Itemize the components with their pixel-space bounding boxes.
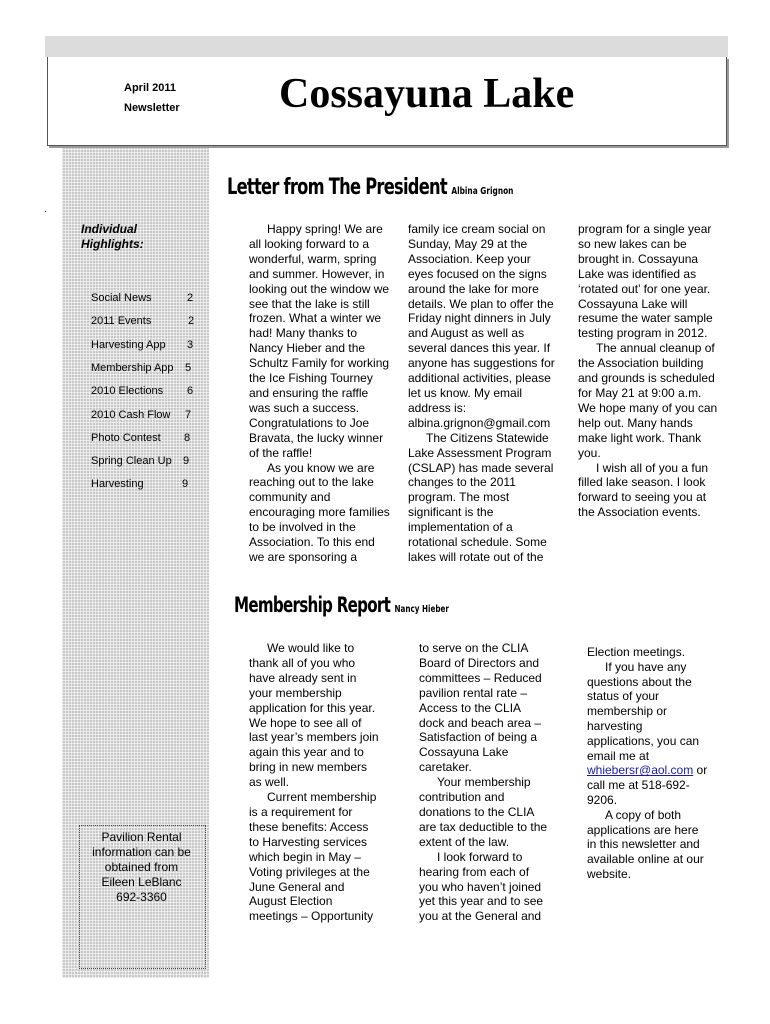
text-line: encouraging more families [249,505,390,520]
text-line: I look forward to [437,849,523,864]
text-line: as well. [249,775,290,790]
text-line: additional activities, please [408,371,551,386]
text-line: (CSLAP) has made several [408,460,554,475]
issue-label: Newsletter [124,102,180,114]
text-line: program for a single year [578,222,712,236]
text-line: see that the lake is still [249,296,370,311]
text-line: lakes will rotate out of the [408,549,544,564]
text-line: filled lake season. I look [578,475,706,490]
text-line: the Association events. [578,505,701,520]
text-line: Election meetings. [587,645,686,659]
text-line: family ice cream social on [408,222,546,236]
text-line: Sunday, May 29 at the [408,236,528,251]
text-line: Your membership [437,775,531,790]
highlight-page-number: 2 [188,315,195,328]
text-line: committees – Reduced [419,670,542,685]
issue-month: April 2011 [124,82,176,94]
highlight-item [91,454,190,468]
president-letter-author: Albina Grignon [451,186,514,197]
membership-report-column-1 [249,641,379,924]
text-line: Congratulations to Joe [249,415,370,430]
text-line: Association. Keep your [408,251,531,266]
highlight-page-number: 9 [182,478,189,491]
text-line: meetings – Opportunity [249,909,374,924]
membership-report-author: Nancy Hieber [394,604,449,615]
text-line: looking out the window we [249,281,390,296]
text-line: program. The most [408,490,510,505]
highlight-label: Harvesting [91,478,144,491]
text-line: Nancy Hieber and the [249,341,366,356]
president-letter-heading [227,175,513,200]
text-line: so new lakes can be [578,236,687,251]
text-line: harvesting [587,718,643,733]
text-line: and ensuring the raffle [249,385,369,400]
text-line: was such a success. [249,400,360,415]
membership-report-title: Membership Report [234,593,391,617]
text-line: are tax deductible to the [419,819,548,834]
pavilion-line: Eileen LeBlanc [101,875,182,889]
text-line: wonderful, warm, spring [249,251,377,266]
text-line: had! Many thanks to [249,326,358,341]
highlight-item [91,408,192,422]
text-line: thank all of you who [249,655,356,670]
text-line: all looking forward to a [249,236,370,251]
text-line: questions about the [587,674,692,689]
text-line: address is: [408,400,467,415]
text-line: you at the General and [419,909,542,924]
highlight-label: 2010 Elections [91,385,164,398]
highlight-item [91,384,194,398]
highlight-page-number: 6 [187,385,194,398]
highlight-page-number: 9 [183,455,190,468]
text-line: around the lake for more [408,281,539,296]
text-line: Association. To this end [249,535,375,550]
text-line: Bravata, the lucky winner [249,430,384,445]
pavilion-line: information can be [92,845,191,859]
highlight-page-number: 8 [184,431,191,444]
highlight-item [91,291,194,305]
president-letter-column-3 [578,222,717,520]
text-line: Board of Directors and [419,655,540,670]
email-line: whiebersr@aol.com or [587,763,708,778]
highlight-item [91,338,194,352]
text-line: Friday night dinners in July [408,311,551,326]
text-line: resume the water sample [578,311,713,326]
text-line: details. We plan to offer the [408,296,554,311]
highlight-page-number: 5 [185,361,192,374]
pavilion-line: 692-3360 [116,890,167,904]
text-line: caretaker. [419,760,472,775]
text-line: and August as well as [408,326,525,341]
email-link[interactable]: whiebersr@aol.com [587,763,694,778]
text-line: albina.grignon@gmail.com [408,415,551,430]
text-line: we are sponsoring a [249,549,358,564]
text-line: implementation of a [408,520,513,535]
highlight-page-number: 7 [185,408,192,421]
text-line: eyes focused on the signs [408,266,547,281]
text-line: available online at our [587,852,704,867]
text-line: Cossayuna Lake will [578,296,688,311]
text-line: the Ice Fishing Tourney [249,371,373,386]
text-line: frozen. What a winter we [249,311,382,326]
text-line: applications are here [587,822,699,837]
text-line: August Election [249,894,333,909]
text-line: have already sent in [249,670,357,685]
text-line: Schultz Family for working [249,356,390,371]
text-line: you. [578,445,601,460]
text-line: dock and beach area – [419,715,542,730]
text-line: and grounds is scheduled [578,371,715,386]
text-line: anyone has suggestions for [408,356,555,371]
text-line: June General and [249,879,345,894]
highlight-label: Membership App [91,361,174,374]
text-line: community and [249,490,331,505]
text-line: of the raffle! [249,445,313,460]
text-line: yet this year and to see [419,894,544,909]
text-line: Cossayuna Lake [419,745,509,760]
text-line: call me at 518-692- [587,778,690,793]
text-line: Current membership [267,790,377,805]
highlight-item [91,477,189,491]
text-line: extent of the law. [419,834,510,849]
text-line: As you know we are [267,460,375,475]
text-line: Happy spring! We are [267,222,383,236]
highlight-label: Photo Contest [91,431,161,444]
pavilion-line: obtained from [104,860,179,874]
highlight-label: Spring Clean Up [91,455,172,468]
text-line: several dances this year. If [408,341,551,356]
highlight-label: Social News [91,292,152,304]
highlight-item [91,314,195,328]
highlights-heading [81,222,191,252]
text-line: We hope many of you can [578,400,718,415]
membership-report-column-3 [587,645,707,882]
text-line: donations to the CLIA [419,804,535,819]
text-line: bring in new members [249,760,368,775]
text-line: in this newsletter and [587,837,700,852]
highlight-label: 2010 Cash Flow [91,408,171,421]
text-line: ‘rotated out’ for one year. [578,281,711,296]
text-line: If you have any [605,659,687,674]
president-letter-column-2 [408,222,555,565]
text-line: and summer. However, in [249,266,385,281]
text-line: pavilion rental rate – [419,685,528,700]
text-line: rotational schedule. Some [408,535,547,550]
text-line: these benefits: Access [249,819,369,834]
text-line: the Association building [578,356,704,371]
highlight-page-number: 3 [187,338,194,351]
text-line: help out. Many hands [578,415,693,430]
pavilion-line: Pavilion Rental [101,830,182,844]
text-line: let us know. My email [408,385,523,400]
text-line: hearing from each of [419,864,530,879]
text-line: The annual cleanup of [596,341,715,356]
membership-report-heading [234,593,449,617]
text-line: changes to the 2011 [408,475,516,490]
text-line: Voting privileges at the [249,864,370,879]
top-band [45,36,728,57]
text-line: which begin in May – [249,849,362,864]
text-line: contribution and [419,790,505,805]
president-letter-column-1 [249,222,390,565]
text-line: to serve on the CLIA [419,641,529,655]
text-line: to be involved in the [249,520,356,535]
text-line: reaching out to the lake [249,475,374,490]
text-line: We would like to [267,641,355,655]
highlight-label: 2011 Events [91,315,152,328]
membership-report-column-2 [419,641,547,924]
text-line: make light work. Thank [578,430,702,445]
issue-date [124,80,180,116]
text-line: I wish all of you a fun [596,460,709,475]
text-line: significant is the [408,505,494,520]
text-line: applications, you can [587,733,700,748]
text-line: to Harvesting services [249,834,368,849]
text-line: We hope to see all of [249,715,362,730]
text-line: Access to the CLIA [419,700,522,715]
text-line: your membership [249,685,342,700]
highlights-heading-line1: Individual [81,222,138,236]
text-line: Lake Assessment Program [408,445,552,460]
highlight-item [91,431,191,445]
highlight-page-number: 2 [187,292,194,304]
highlight-item [91,361,192,375]
highlight-label: Harvesting App [91,338,166,351]
pavilion-rental-info [81,830,202,905]
text-line: membership or [587,704,668,719]
text-line: brought in. Cossayuna [578,251,699,266]
text-line: you who haven’t joined [419,879,542,894]
text-line: 9206. [587,792,618,807]
text-line: email me at [587,748,650,763]
text-line: status of your [587,689,660,704]
text-line: Satisfaction of being a [419,730,538,745]
text-line: The Citizens Statewide [426,430,549,445]
text-line: testing program in 2012. [578,326,708,341]
text-line: application for this year. [249,700,376,715]
text-line: again this year and to [249,745,364,760]
president-letter-title: Letter from The President [227,175,447,200]
text-line: A copy of both [605,807,682,822]
text-line: website. [587,866,632,881]
text-line: forward to seeing you at [578,490,707,505]
text-line: Lake was identified as [578,266,697,281]
highlights-heading-line2: Highlights: [81,237,144,251]
text-line: for May 21 at 9:00 a.m. [578,385,702,400]
text-line: last year’s members join [249,730,379,745]
text-line: is a requirement for [249,804,353,819]
newsletter-title: Cossayuna Lake [279,71,575,117]
stray-mark: · [44,206,48,217]
